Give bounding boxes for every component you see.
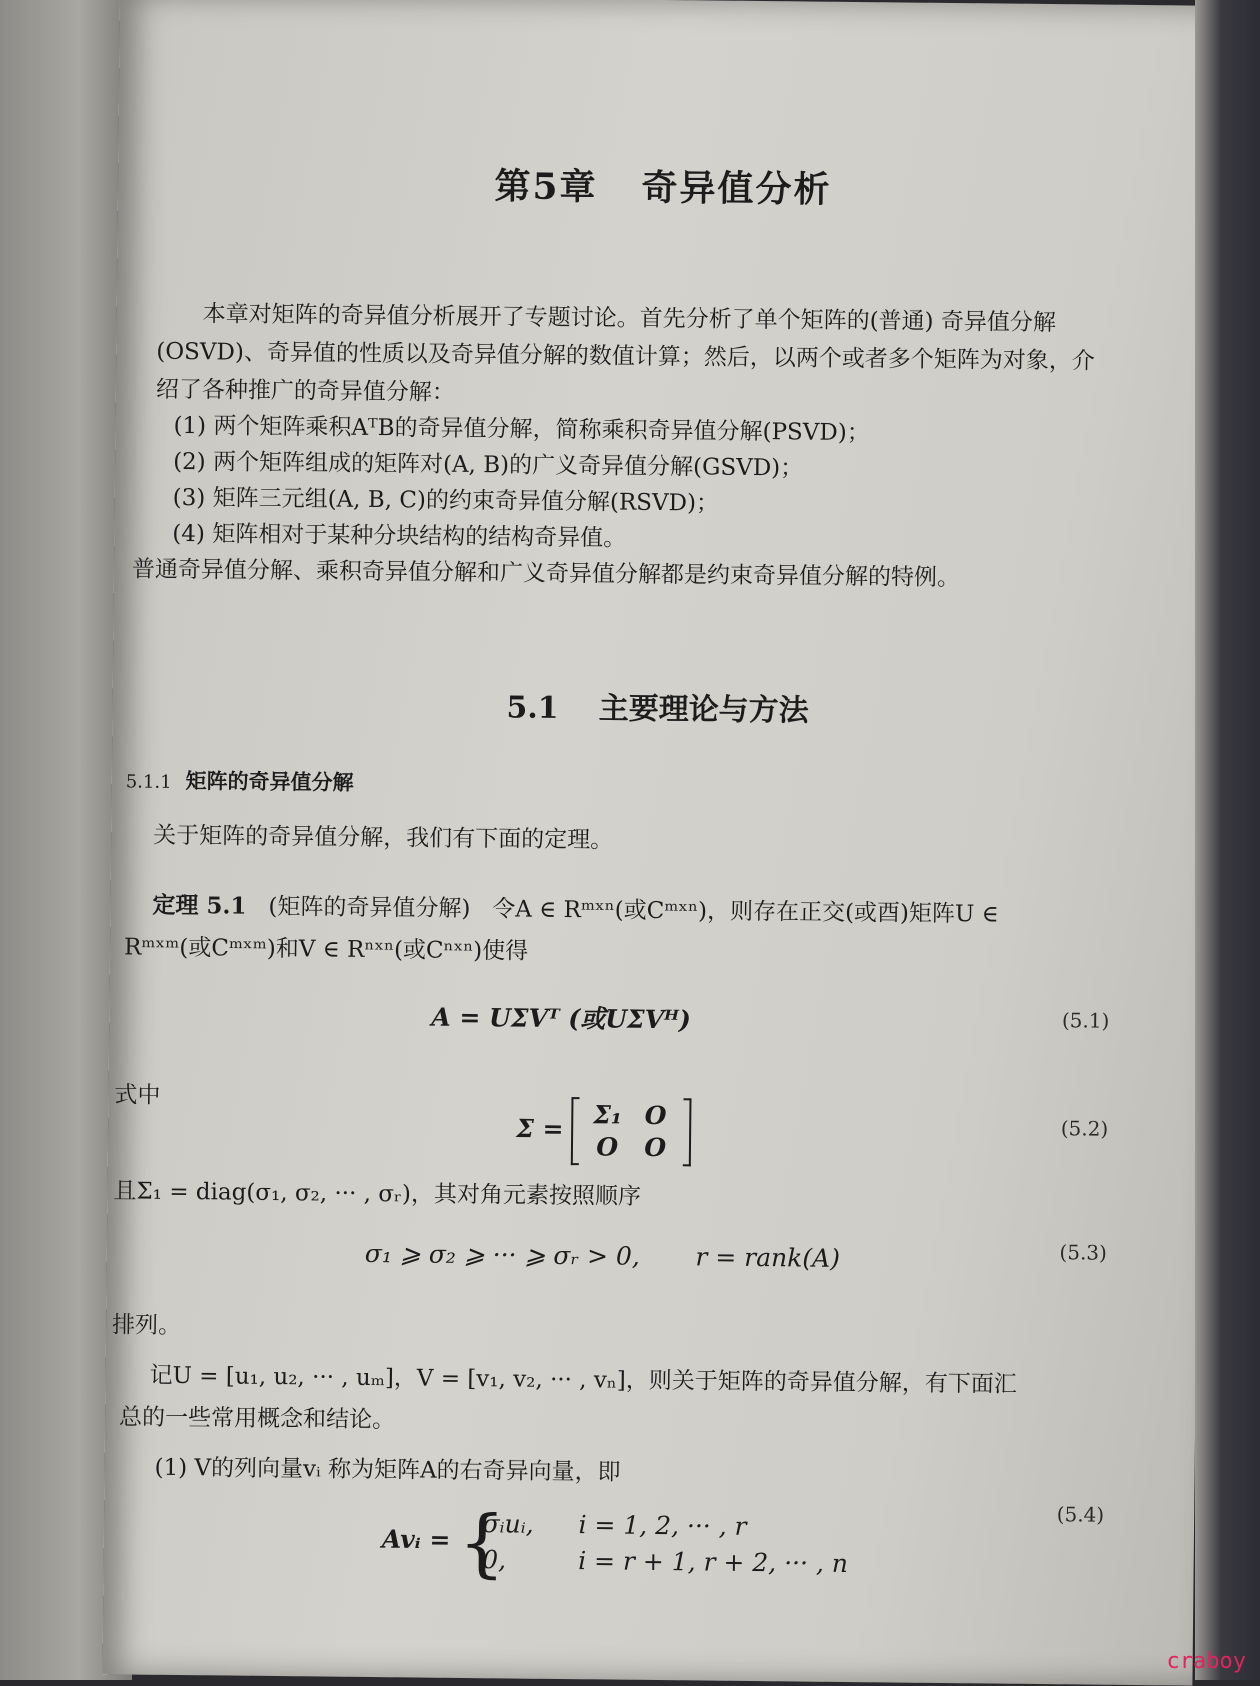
matrix-cell-21: O (596, 1132, 619, 1162)
equation-number-5-2: (5.2) (1060, 1116, 1109, 1141)
section-title (112, 678, 1202, 733)
list-item-3: (3) 矩阵三元组(A, B, C)的约束奇异值分解(RSVD)； (172, 484, 720, 517)
notation-line-2: 总的一些常用概念和结论。 (118, 1404, 396, 1434)
list-item-1: (1) 两个矩阵乘积AᵀB的奇异值分解，简称乘积奇异值分解(PSVD)； (173, 412, 870, 447)
subsection-name: 矩阵的奇异值分解 (185, 768, 354, 795)
equation-number-5-3: (5.3) (1059, 1240, 1108, 1265)
subsection-number: 5.1.1 (125, 771, 172, 793)
notation-line-1: 记U = [u₁, u₂, ··· , uₘ]，V = [v₁, v₂, ··· , vₙ]，则关于矩阵的奇异值分解，有下面汇 (149, 1362, 1017, 1398)
item-1-text: (1) V的列向量vᵢ 称为矩阵A的右奇异向量，即 (154, 1454, 621, 1486)
matrix-cell-12: O (644, 1100, 667, 1131)
chapter-number: 第5章 (494, 165, 598, 209)
theorem-line-1 (152, 887, 999, 934)
case-2-condition: i = r + 1, r + 2, ··· , n (578, 1546, 849, 1579)
intro-paragraph: 本章对矩阵的奇异值分析展开了专题讨论。首先分析了单个矩阵的(普通) 奇异值分解(OSVD)、奇异值的性质以及奇异值分解的数值计算；然后，以两个或者多个矩阵为对象，介绍了各种推广的奇异值分解： (155, 301, 1095, 406)
book-edge (1195, 0, 1260, 1680)
matrix-row-2 (583, 1131, 679, 1164)
case-1-condition: i = 1, 2, ··· , r (578, 1510, 747, 1541)
case-1-value: σᵢuᵢ, (482, 1509, 534, 1539)
theorem-statement: 令A ∈ Rᵐˣⁿ(或Cᵐˣⁿ)，则存在正交(或酉)矩阵U ∈ (492, 896, 999, 928)
equation-5-1-body: A = UΣVᵀ (或UΣVᴴ) (431, 1002, 691, 1035)
cases-brace (458, 1506, 849, 1582)
matrix-row-1 (583, 1099, 679, 1132)
chapter-title (118, 154, 1208, 216)
matrix-cell-11: Σ₁ (593, 1100, 623, 1130)
sigma-matrix (571, 1097, 692, 1166)
section-name: 主要理论与方法 (598, 691, 809, 729)
equation-5-2-lhs: Σ = (516, 1114, 564, 1144)
case-2-value: 0, (482, 1545, 507, 1575)
lead-paragraph: 关于矩阵的奇异值分解，我们有下面的定理。 (153, 822, 614, 854)
equation-number-5-1: (5.1) (1061, 1008, 1110, 1033)
section-number: 5.1 (506, 690, 559, 726)
theorem-line-2: Rᵐˣᵐ(或Cᵐˣᵐ)和V ∈ Rⁿˣⁿ(或Cⁿˣⁿ)使得 (123, 934, 529, 965)
summary-paragraph: 普通奇异值分解、乘积奇异值分解和广义奇异值分解都是约束奇异值分解的特例。 (131, 556, 961, 592)
matrix-cell-22: O (644, 1132, 667, 1163)
list-item-4: (4) 矩阵相对于某种分块结构的结构奇异值。 (172, 520, 627, 552)
case-row-1 (482, 1506, 848, 1546)
equation-5-3-right: r = rank(A) (695, 1242, 841, 1273)
case-row-2 (482, 1542, 848, 1582)
chapter-name: 奇异值分析 (641, 166, 832, 211)
theorem-name: (矩阵的奇异值分解) (268, 893, 471, 923)
arrange-text: 排列。 (111, 1312, 182, 1340)
equation-5-4-lhs: Avᵢ = (381, 1524, 451, 1555)
equation-5-1 (431, 998, 691, 1037)
subsection-heading (126, 764, 354, 796)
where-label: 式中 (114, 1082, 161, 1109)
equation-number-5-4: (5.4) (1056, 1502, 1105, 1527)
condition-paragraph: 且Σ₁ = diag(σ₁, σ₂, ··· , σᵣ)，其对角元素按照顺序 (113, 1178, 642, 1210)
list-item-2: (2) 两个矩阵组成的矩阵对(A, B)的广义奇异值分解(GSVD)； (173, 448, 804, 482)
equation-5-3-left: σ₁ ⩾ σ₂ ⩾ ··· ⩾ σᵣ > 0, (364, 1238, 640, 1271)
book-page (102, 0, 1210, 1686)
equation-5-4 (381, 1505, 848, 1582)
theorem-label: 定理 5.1 (152, 891, 247, 920)
equation-5-3 (365, 1239, 840, 1273)
equation-5-2 (516, 1097, 692, 1167)
watermark: craboy (1166, 1649, 1246, 1674)
